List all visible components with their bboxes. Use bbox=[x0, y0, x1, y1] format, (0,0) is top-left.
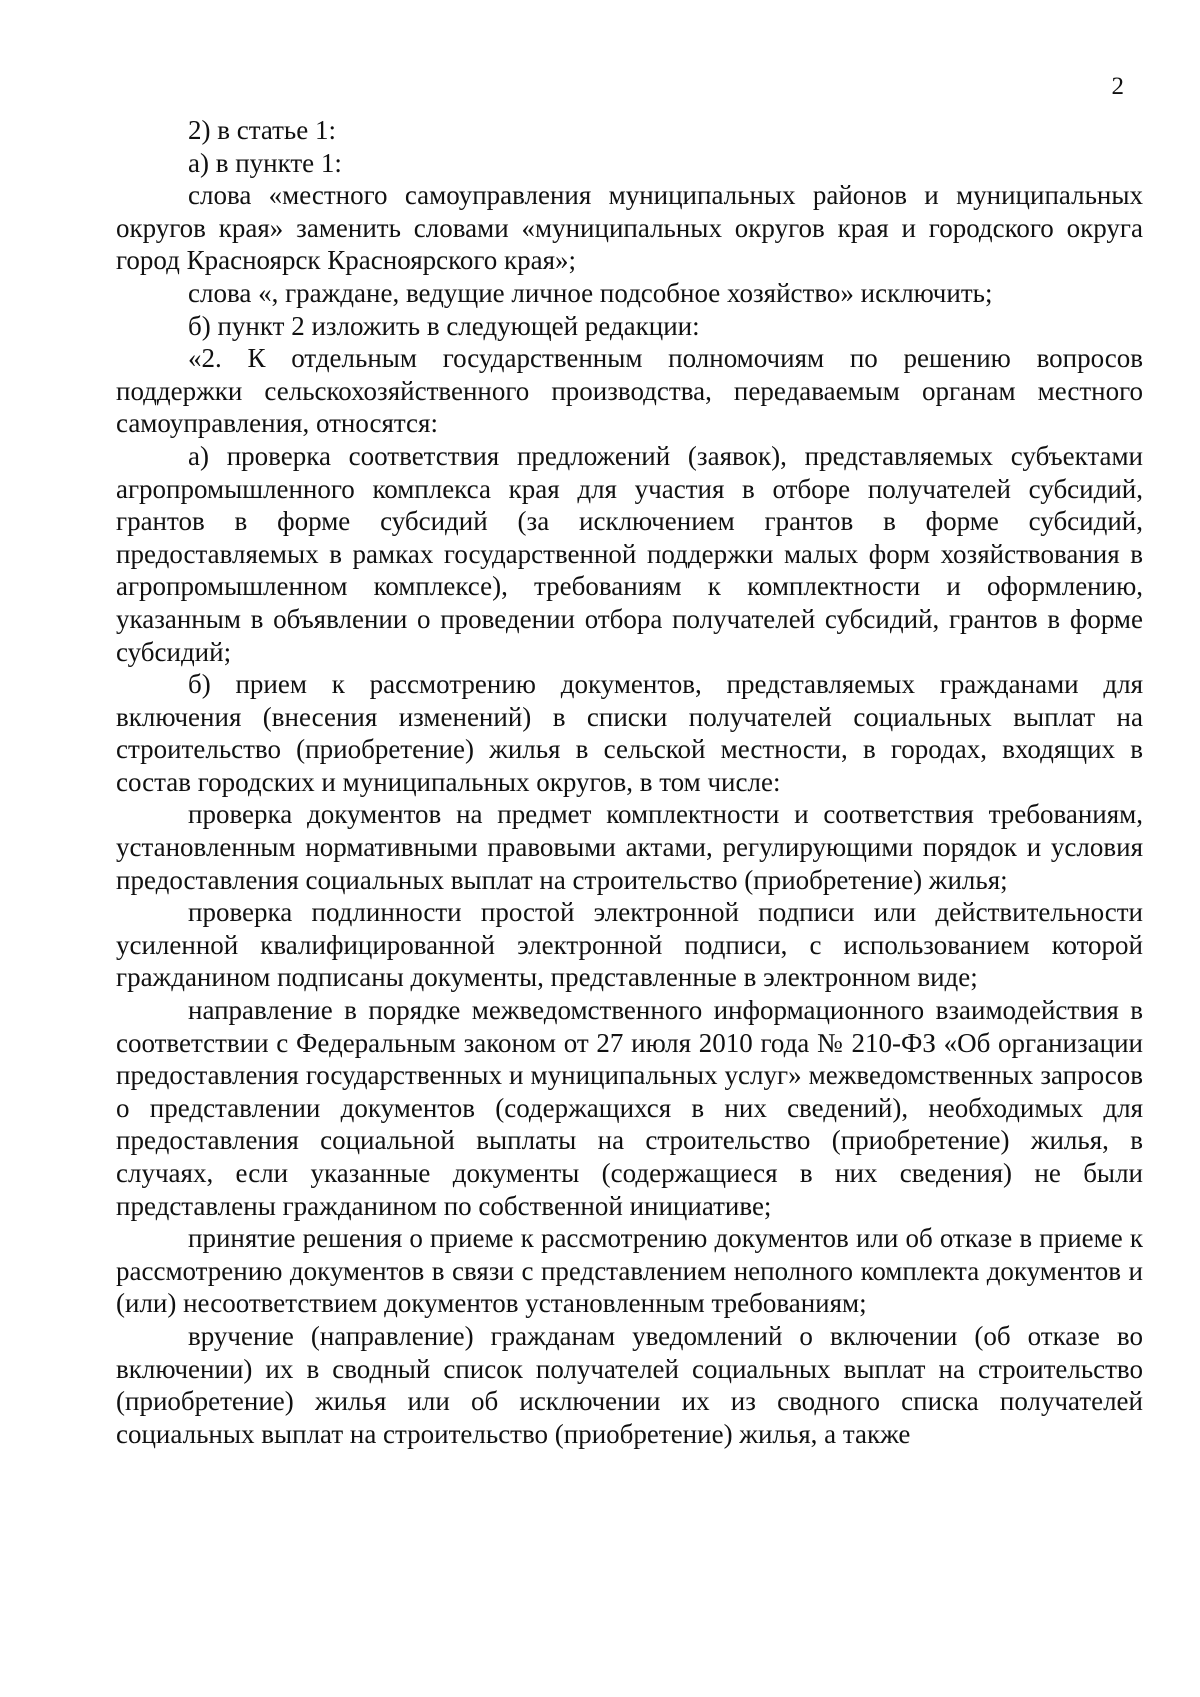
paragraph-article-1: 2) в статье 1: bbox=[188, 115, 336, 145]
paragraph-interagency-request: направление в порядке межведомственного информационного взаимодействия в соответствии с Федеральным законом от 27 июля 2010 года № 210-ФЗ «Об организации предоставления государственных и муниципальных услуг» межведомственных запросов о представлении документов (содержащихся в них сведений), необходимых для предоставления социальной выплаты на строительство (приобретение) жилья, в случаях, если указанные документы (содержащиеся в них сведения) не были представлены гражданином по собственной инициативе; bbox=[116, 995, 1143, 1221]
paragraph-point-2-text: «2. К отдельным государственным полномочиям по решению вопросов поддержки сельскохозяйственного производства, передаваемым органам местного самоуправления, относятся: bbox=[116, 343, 1143, 439]
paragraph-subpoint-a: а) проверка соответствия предложений (заявок), представляемых субъектами агропромышленного комплекса края для участия в отборе получателей субсидий, грантов в форме субсидий (за исключением грантов в форме субсидий, предоставляемых в рамках государственной поддержки малых форм хозяйствования в агропромышленном комплексе), требованиям к комплектности и оформлению, указанным в объявлении о проведении отбора получателей субсидий, грантов в форме субсидий; bbox=[116, 440, 1143, 667]
paragraph-decision: принятие решения о приеме к рассмотрению документов или об отказе в приеме к рассмотрению документов в связи с представлением неполного комплекта документов и (или) несоответствием документов установленным требованиям; bbox=[116, 1223, 1143, 1319]
document-body bbox=[116, 114, 1143, 1450]
page-number: 2 bbox=[1111, 73, 1124, 100]
paragraph-replace-words: слова «местного самоуправления муниципальных районов и муниципальных округов края» заменить словами «муниципальных округов края и городского округа город Красноярск Красноярского края»; bbox=[116, 180, 1143, 276]
paragraph-point-2-intro: б) пункт 2 изложить в следующей редакции: bbox=[188, 310, 700, 341]
paragraph-document-check: проверка документов на предмет комплектности и соответствия требованиям, установленным нормативными правовыми актами, регулирующими порядок и условия предоставления социальных выплат на строительство (приобретение) жилья; bbox=[116, 799, 1143, 895]
paragraph-point-1: а) в пункте 1: bbox=[188, 147, 342, 178]
paragraph-notification: вручение (направление) гражданам уведомлений о включении (об отказе во включении) их в сводный список получателей социальных выплат на строительство (приобретение) жилья или об исключении их из сводного списка получателей социальных выплат на строительство (приобретение) жилья, а также bbox=[116, 1320, 1143, 1449]
paragraph-signature-check: проверка подлинности простой электронной подписи или действительности усиленной квалифицированной электронной подписи, с использованием которой гражданином подписаны документы, представленные в электронном виде; bbox=[116, 897, 1143, 993]
paragraph-exclude-words: слова «, граждане, ведущие личное подсобное хозяйство» исключить; bbox=[188, 277, 993, 308]
paragraph-subpoint-b: б) прием к рассмотрению документов, представляемых гражданами для включения (внесения изменений) в списки получателей социальных выплат на строительство (приобретение) жилья в сельской местности, в городах, входящих в состав городских и муниципальных округов, в том числе: bbox=[116, 669, 1143, 797]
